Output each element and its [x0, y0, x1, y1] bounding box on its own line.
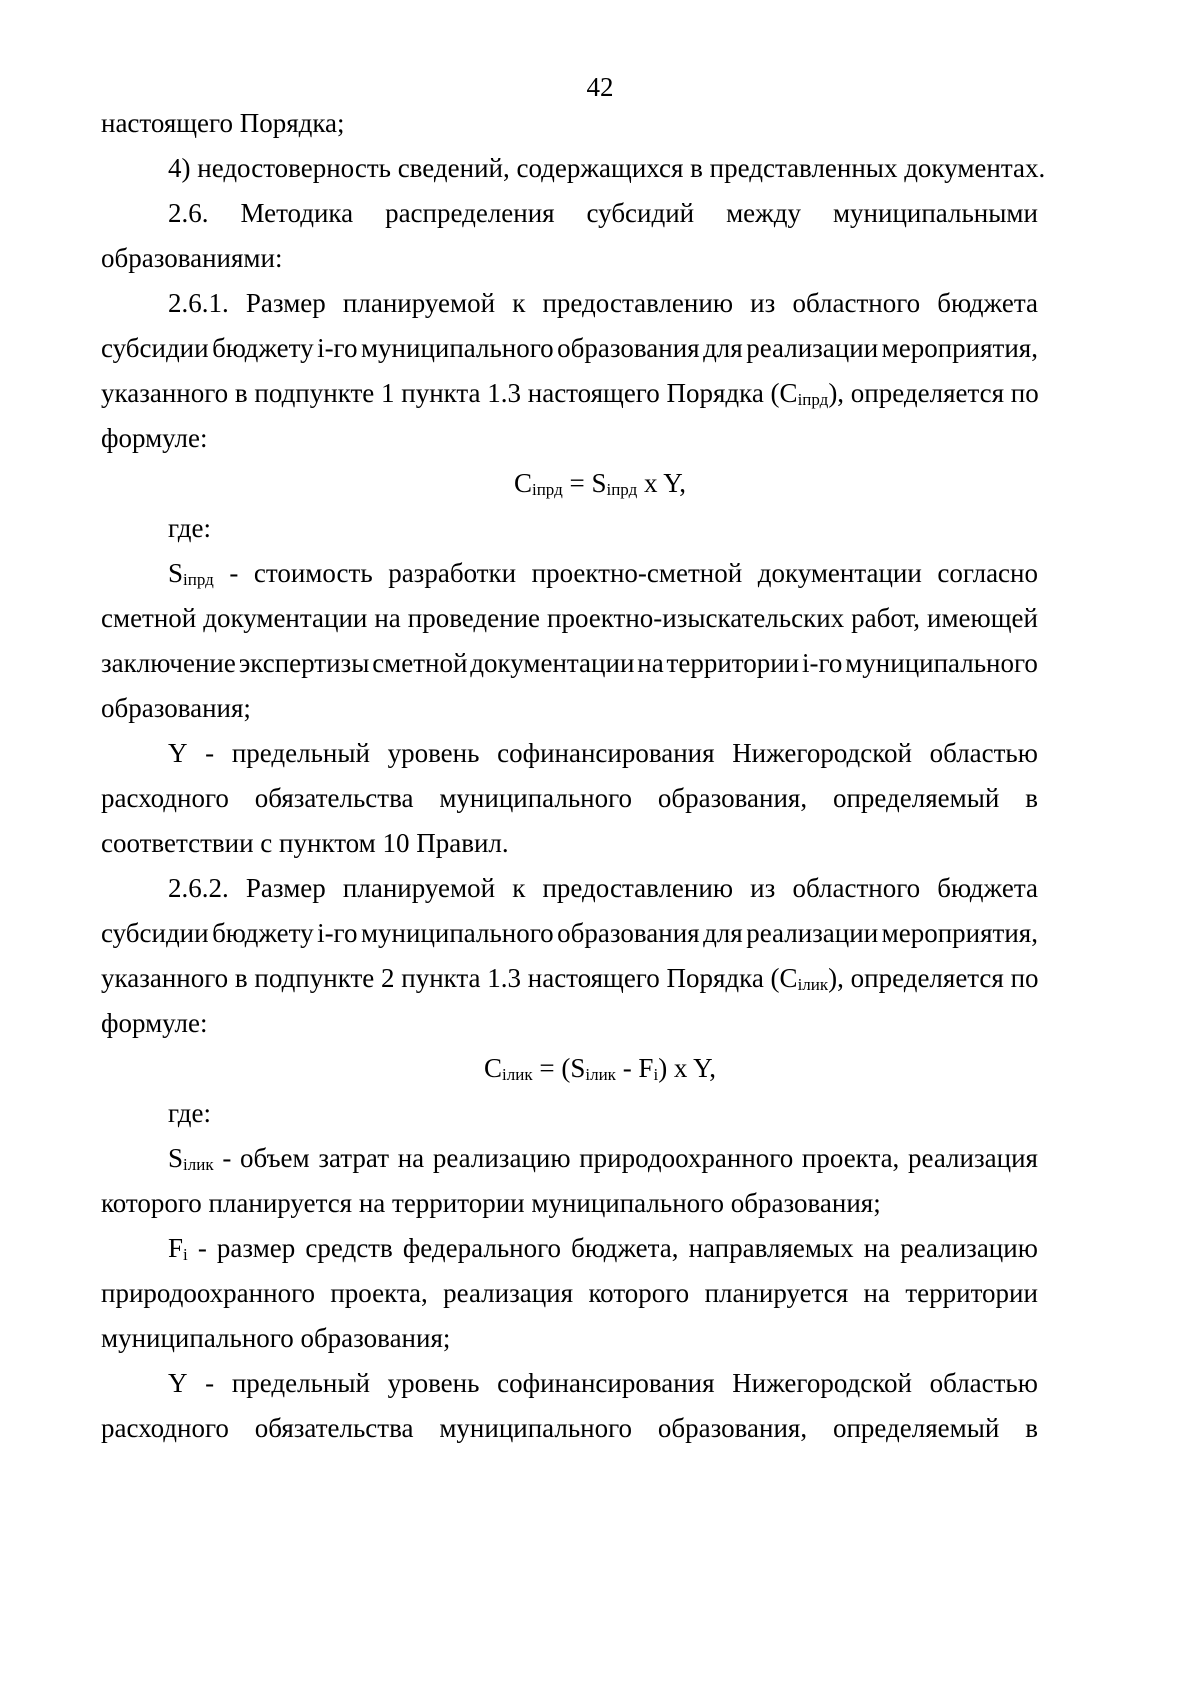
formula-text: C [484, 1053, 503, 1083]
word: - [229, 558, 239, 588]
word: на [397, 1143, 425, 1173]
word: образования [557, 918, 700, 948]
word: реализация [908, 1143, 1038, 1173]
text: ), определяется по [828, 963, 1039, 993]
word: к [512, 288, 526, 318]
subscript: iлик [502, 1065, 533, 1084]
word: проекта, [330, 1278, 428, 1308]
word: средств [305, 1233, 393, 1263]
word: природоохранного [101, 1278, 315, 1308]
subscript: iпрд [797, 390, 829, 409]
word: из [750, 288, 776, 318]
word: Размер [245, 873, 326, 903]
word: документации [757, 558, 922, 588]
word: бюджета [937, 288, 1038, 318]
subscript: i [183, 1245, 188, 1264]
word: образования, [657, 1413, 808, 1443]
word: документации [470, 648, 635, 678]
word: - [197, 1233, 207, 1263]
section-2-6-1-line-3 [101, 376, 1038, 417]
word: реализации [746, 333, 879, 363]
text-run [101, 376, 1039, 417]
word: предельный [231, 738, 370, 768]
word: муниципального [439, 783, 633, 813]
word: муниципальными [832, 198, 1038, 228]
word: в [1025, 1413, 1038, 1443]
word: i-го [801, 648, 843, 678]
word: стоимость [253, 558, 373, 588]
s-iprd-line-3 [101, 646, 1038, 680]
y-definition-2-line-1 [168, 1366, 1038, 1400]
word: образования, [657, 783, 808, 813]
word: согласно [937, 558, 1038, 588]
word: планируется [704, 1278, 849, 1308]
word: к [512, 873, 526, 903]
word: реализацию [432, 1143, 571, 1173]
word: направляемых [688, 1233, 854, 1263]
word: предоставлению [542, 288, 733, 318]
word: проектно-сметной [531, 558, 743, 588]
word: муниципального [439, 1413, 633, 1443]
word: муниципального [360, 918, 554, 948]
subscript: iпрд [531, 480, 563, 499]
word: планируемой [342, 873, 496, 903]
word: расходного [101, 783, 229, 813]
section-2-6-heading [168, 196, 1038, 230]
word: проектно-изыскательских [547, 603, 845, 633]
word: уровень [387, 1368, 480, 1398]
word: на [863, 1233, 891, 1263]
word: распределения [385, 198, 555, 228]
word: заключение [101, 648, 236, 678]
word: федерального [402, 1233, 562, 1263]
word: 2.6.2. [168, 873, 229, 903]
word: документации [203, 603, 368, 633]
text: указанного в подпункте 1 пункта 1.3 настоящего Порядка (C [101, 378, 798, 408]
paragraph-line: образованиями: [101, 243, 283, 273]
formula-text: ) x Y, [658, 1053, 716, 1083]
word: проведение [407, 603, 541, 633]
f-i-line-1 [168, 1231, 1038, 1272]
paragraph-item-4: 4) недостоверность сведений, содержащихся в представленных документах. [168, 153, 1046, 183]
word: бюджету [212, 918, 314, 948]
y-definition-2-line-2 [101, 1411, 1038, 1445]
paragraph-line: муниципального образования; [101, 1323, 451, 1353]
subscript: iпрд [183, 570, 214, 589]
word: бюджета, [571, 1233, 679, 1263]
word: мероприятия, [881, 333, 1038, 363]
word: образования [557, 333, 700, 363]
variable [168, 1141, 214, 1182]
word: 2.6.1. [168, 288, 229, 318]
subscript: iлик [585, 1065, 616, 1084]
paragraph-line: которого планируется на территории муниципального образования; [101, 1188, 881, 1218]
word: областью [929, 738, 1038, 768]
word: из [750, 873, 776, 903]
word: в [1025, 783, 1038, 813]
word: Нижегородской [732, 1368, 912, 1398]
word: для [703, 918, 743, 948]
word: на [374, 603, 401, 633]
word: бюджета [937, 873, 1038, 903]
text: ), определяется по [828, 378, 1039, 408]
word: имеющей [927, 603, 1038, 633]
word: Размер [245, 288, 326, 318]
word: областью [929, 1368, 1038, 1398]
word: расходного [101, 1413, 229, 1443]
page-number: 42 [586, 72, 614, 102]
text: F [168, 1233, 184, 1263]
word: реализация [443, 1278, 574, 1308]
word: Y [168, 738, 188, 768]
word: территории [905, 1278, 1038, 1308]
formula-text: = S [562, 468, 607, 498]
text: указанного в подпункте 2 пункта 1.3 настоящего Порядка (C [101, 963, 798, 993]
formula-text: - F [615, 1053, 654, 1083]
s-ilik-line-1 [168, 1141, 1038, 1182]
word: i-го [317, 333, 358, 363]
word: - [205, 1368, 215, 1398]
word: уровень [387, 738, 480, 768]
word: Нижегородской [732, 738, 912, 768]
word: предельный [231, 1368, 370, 1398]
word: 2.6. [168, 198, 209, 228]
word: софинансирования [497, 738, 715, 768]
section-2-6-2-line-3 [101, 961, 1038, 1002]
word: обязательства [254, 1413, 414, 1443]
word: между [726, 198, 802, 228]
word: на [637, 648, 664, 678]
formula-text: = (S [532, 1053, 586, 1083]
word: Y [168, 1368, 188, 1398]
word: Методика [240, 198, 354, 228]
word: реализацию [900, 1233, 1038, 1263]
paragraph-line: формуле: [101, 1008, 208, 1038]
word: субсидий [586, 198, 695, 228]
word: бюджету [212, 333, 314, 363]
section-2-6-2-line-1 [168, 871, 1038, 905]
word: муниципального [360, 333, 554, 363]
word: сметной [372, 648, 468, 678]
where-label: где: [168, 513, 211, 543]
word: определяемый [832, 1413, 1000, 1443]
word: i-го [317, 918, 358, 948]
text: S [168, 558, 184, 588]
word: объем [240, 1143, 310, 1173]
formula-text: C [513, 468, 532, 498]
paragraph-line: образования; [101, 693, 251, 723]
paragraph-line: соответствии с пунктом 10 Правил. [101, 828, 509, 858]
text-run [101, 961, 1039, 1002]
formula-2 [0, 1051, 1200, 1092]
word: работ, [851, 603, 921, 633]
word: субсидии [101, 918, 209, 948]
text: S [168, 1143, 184, 1173]
word: реализации [746, 918, 879, 948]
word: разработки [388, 558, 517, 588]
word: областного [792, 288, 921, 318]
word: - [205, 738, 215, 768]
section-2-6-2-line-2 [101, 916, 1038, 950]
section-2-6-1-line-1 [168, 286, 1038, 320]
word: на [863, 1278, 890, 1308]
formula-text: x Y, [637, 468, 687, 498]
word: софинансирования [497, 1368, 715, 1398]
word: проекта, [801, 1143, 900, 1173]
subscript: iпрд [606, 480, 638, 499]
word: областного [792, 873, 921, 903]
paragraph-line: настоящего Порядка; [101, 108, 345, 138]
word: которого [588, 1278, 690, 1308]
y-definition-1-line-1 [168, 736, 1038, 770]
y-definition-1-line-2 [101, 781, 1038, 815]
subscript: i [653, 1065, 659, 1084]
word: определяемый [832, 783, 1000, 813]
word: - [222, 1143, 232, 1173]
word: экспертизы [238, 648, 370, 678]
word: территории [666, 648, 800, 678]
formula-1 [0, 466, 1200, 507]
variable [168, 556, 214, 597]
s-iprd-line-1 [168, 556, 1038, 597]
word: мероприятия, [881, 918, 1038, 948]
s-iprd-line-2 [101, 601, 1038, 635]
word: затрат [318, 1143, 389, 1173]
word: размер [216, 1233, 296, 1263]
word: субсидии [101, 333, 209, 363]
where-label: где: [168, 1098, 211, 1128]
word: муниципального [845, 648, 1038, 678]
word: для [703, 333, 743, 363]
subscript: iлик [183, 1155, 214, 1174]
paragraph-line: формуле: [101, 423, 208, 453]
word: предоставлению [542, 873, 733, 903]
variable [168, 1231, 188, 1272]
word: планируемой [342, 288, 496, 318]
section-2-6-1-line-2 [101, 331, 1038, 365]
word: сметной [101, 603, 197, 633]
f-i-line-2 [101, 1276, 1038, 1310]
word: природоохранного [579, 1143, 794, 1173]
subscript: iлик [797, 975, 829, 994]
word: обязательства [254, 783, 414, 813]
